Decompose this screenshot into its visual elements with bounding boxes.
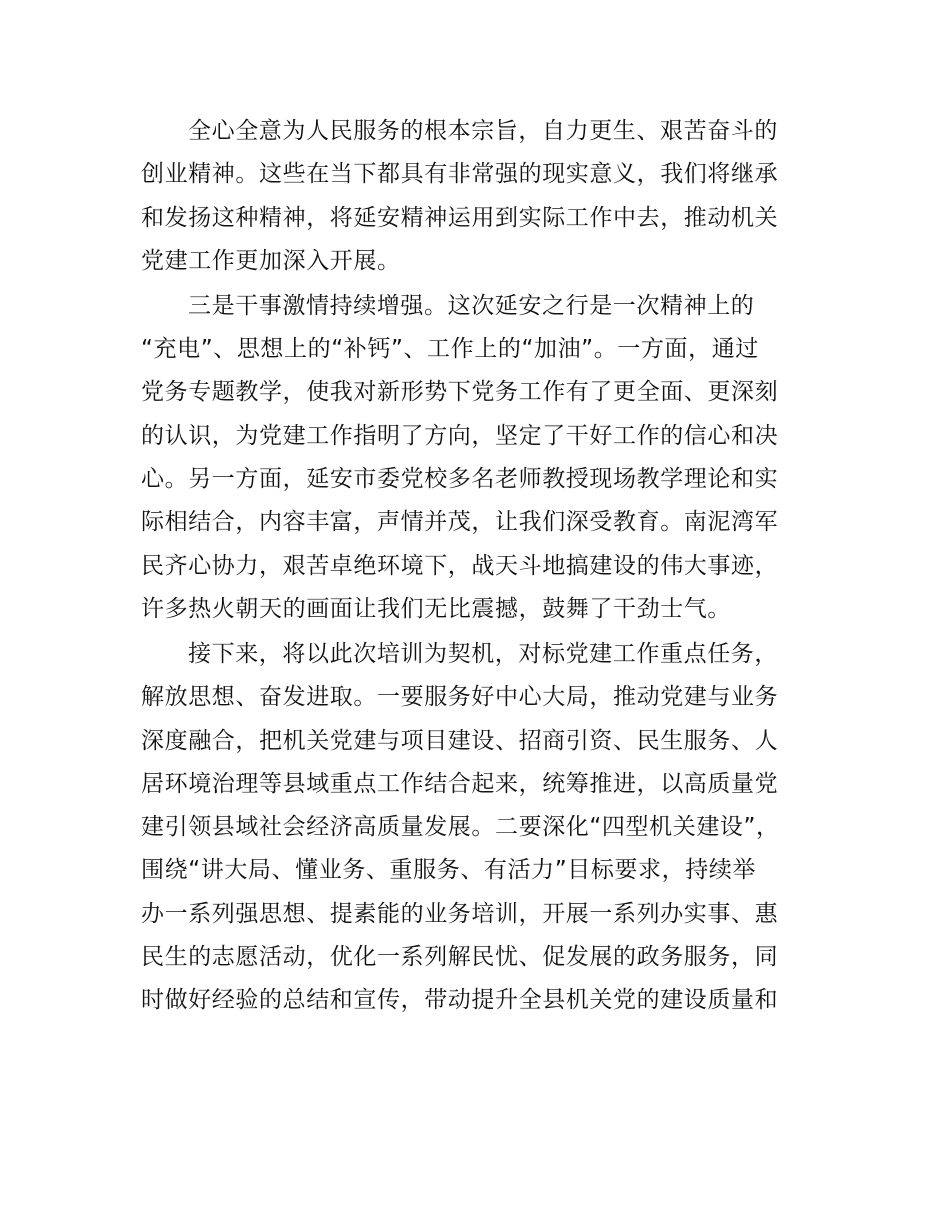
text-line: 心。另一方面，延安市委党校多名老师教授现场教学理论和实 bbox=[141, 466, 779, 493]
text-line: 三是干事激情持续增强。这次延安之行是一次精神上的 bbox=[188, 292, 755, 319]
text-line: 党务专题教学，使我对新形势下党务工作有了更全面、更深刻 bbox=[141, 379, 779, 406]
text-line: 解放思想、奋发进取。一要服务好中心大局，推动党建与业务 bbox=[141, 684, 779, 711]
text-line: 深度融合，把机关党建与项目建设、招商引资、民生服务、人 bbox=[141, 727, 779, 754]
text-line: “充电”、思想上的“补钙”、工作上的“加油”。一方面，通过 bbox=[141, 336, 759, 363]
text-line: 建引领县域社会经济高质量发展。二要深化“四型机关建设”， bbox=[141, 814, 780, 841]
text-line: 围绕“讲大局、懂业务、重服务、有活力”目标要求，持续举 bbox=[141, 857, 757, 884]
text-line: 接下来，将以此次培训为契机，对标党建工作重点任务， bbox=[188, 640, 778, 667]
paragraph bbox=[141, 638, 811, 1016]
paragraph bbox=[141, 290, 811, 625]
text-line: 全心全意为人民服务的根本宗旨，自力更生、艰苦奋斗的 bbox=[188, 118, 778, 144]
text-line: 居环境治理等县域重点工作结合起来，统筹推进，以高质量党 bbox=[141, 770, 779, 797]
paragraph bbox=[141, 115, 811, 277]
text-line: 民生的志愿活动，优化一系列解民忧、促发展的政务服务，同 bbox=[141, 944, 779, 971]
text-line: 民齐心协力，艰苦卓绝环境下，战天斗地搞建设的伟大事迹， bbox=[141, 552, 779, 579]
text-line: 办一系列强思想、提素能的业务培训，开展一系列办实事、惠 bbox=[141, 900, 779, 927]
text-line: 党建工作更加深入开展。 bbox=[141, 247, 401, 274]
text-line: 许多热火朝天的画面让我们无比震撼，鼓舞了干劲士气。 bbox=[141, 595, 731, 622]
text-line: 际相结合，内容丰富，声情并茂，让我们深受教育。南泥湾军 bbox=[141, 509, 779, 536]
text-line: 创业精神。这些在当下都具有非常强的现实意义，我们将继承 bbox=[141, 161, 779, 188]
document-body bbox=[141, 115, 811, 1028]
text-line: 的认识，为党建工作指明了方向，坚定了干好工作的信心和决 bbox=[141, 422, 779, 449]
text-line: 和发扬这种精神，将延安精神运用到实际工作中去，推动机关 bbox=[141, 204, 779, 231]
text-line: 时做好经验的总结和宣传，带动提升全县机关党的建设质量和 bbox=[141, 987, 779, 1014]
